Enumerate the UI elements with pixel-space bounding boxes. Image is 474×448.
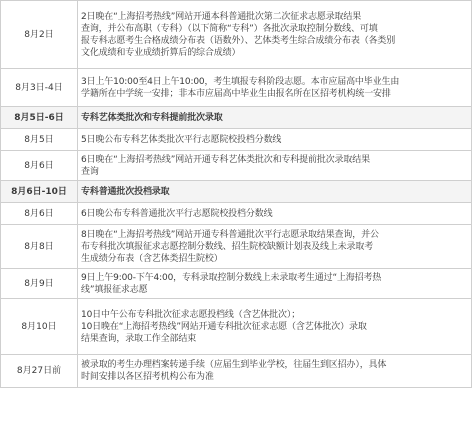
schedule-row	[1, 129, 472, 151]
schedule-row	[1, 69, 472, 107]
description-line: 线”填报征求志愿	[81, 284, 148, 295]
date-cell: 8月3日-4日	[1, 69, 78, 107]
description-line: 6日晚公布专科普通批次平行志愿院校投档分数线	[81, 208, 273, 219]
date-cell: 8月10日	[1, 299, 78, 355]
description-line: 2日晚在“上海招考热线”网站开通本科普通批次第二次征求志愿录取结果	[81, 11, 362, 22]
description-line: 6日晚在“上海招考热线”网站开通专科艺体类批次和专科提前批次录取结果	[81, 154, 370, 165]
description-cell	[78, 129, 472, 151]
description-line: 专科艺体类批次和专科提前批次录取	[81, 112, 223, 123]
description-line: 5日晚公布专科艺体类批次平行志愿院校投档分数线	[81, 134, 282, 145]
schedule-row	[1, 355, 472, 388]
date-cell: 8月6日	[1, 203, 78, 225]
description-line: 10日中午公布专科批次征求志愿投档线（含艺体批次）；	[81, 309, 301, 320]
description-line: 布专科批次填报征求志愿控制分数线、招生院校缺额计划表及线上未录取考	[81, 241, 374, 252]
description-line: 时间安排以各区招考机构公布为准	[81, 372, 214, 382]
schedule-row	[1, 225, 472, 269]
section-title-cell	[78, 107, 472, 129]
description-cell	[78, 69, 472, 107]
schedule-row	[1, 151, 472, 181]
date-cell: 8月2日	[1, 1, 78, 69]
description-cell	[78, 299, 472, 355]
date-cell: 8月6日	[1, 151, 78, 181]
description-line: 8日晚在“上海招考热线”网站开通专科普通批次平行志愿录取结果查询，并公	[81, 229, 379, 240]
date-cell: 8月9日	[1, 269, 78, 299]
description-cell	[78, 225, 472, 269]
date-cell: 8月6日-10日	[1, 181, 78, 203]
date-cell: 8月5日	[1, 129, 78, 151]
description-cell	[78, 269, 472, 299]
description-cell	[78, 203, 472, 225]
schedule-row	[1, 299, 472, 355]
description-line: 被录取的考生办理档案转递手续（应届生到毕业学校，往届生到区招办），具体	[81, 360, 387, 370]
section-title-cell	[78, 181, 472, 203]
section-header-row	[1, 107, 472, 129]
description-cell	[78, 355, 472, 388]
description-line: 报专科志愿考生合格成绩分布表（语数外）、艺体类考生综合成绩分布表（各类别	[81, 35, 396, 46]
description-line: 查询	[81, 166, 99, 177]
description-cell	[78, 151, 472, 181]
description-line: 专科普通批次投档录取	[81, 186, 170, 197]
description-line: 9日上午9:00-下午4:00，专科录取控制分数线上未录取考生通过“上海招考热	[81, 272, 382, 283]
schedule-row	[1, 1, 472, 69]
description-line: 10日晚在“上海招考热线”网站开通专科批次征求志愿（含艺体批次）录取	[81, 321, 367, 332]
description-line: 生成绩分布表（含艺体类招生院校）	[81, 253, 223, 264]
description-line: 3日上午10:00至4日上午10:00，考生填报专科阶段志愿。本市应届高中毕业生由	[81, 76, 400, 87]
schedule-row	[1, 203, 472, 225]
description-line: 学籍所在中学统一安排；非本市应届高中毕业生由报名所在区招考机构统一安排	[81, 88, 391, 99]
description-cell	[78, 1, 472, 69]
description-line: 结果查询，录取工作全部结束	[81, 333, 197, 344]
date-cell: 8月8日	[1, 225, 78, 269]
section-header-row	[1, 181, 472, 203]
schedule-row	[1, 269, 472, 299]
date-cell: 8月5日-6日	[1, 107, 78, 129]
date-cell: 8月27日前	[1, 355, 78, 388]
description-line: 查询，并公布高职（专科）（以下简称“专科”）各批次录取控制分数线、可填	[81, 23, 378, 34]
description-line: 文化成绩和专业成绩折算后的综合成绩）	[81, 47, 241, 58]
